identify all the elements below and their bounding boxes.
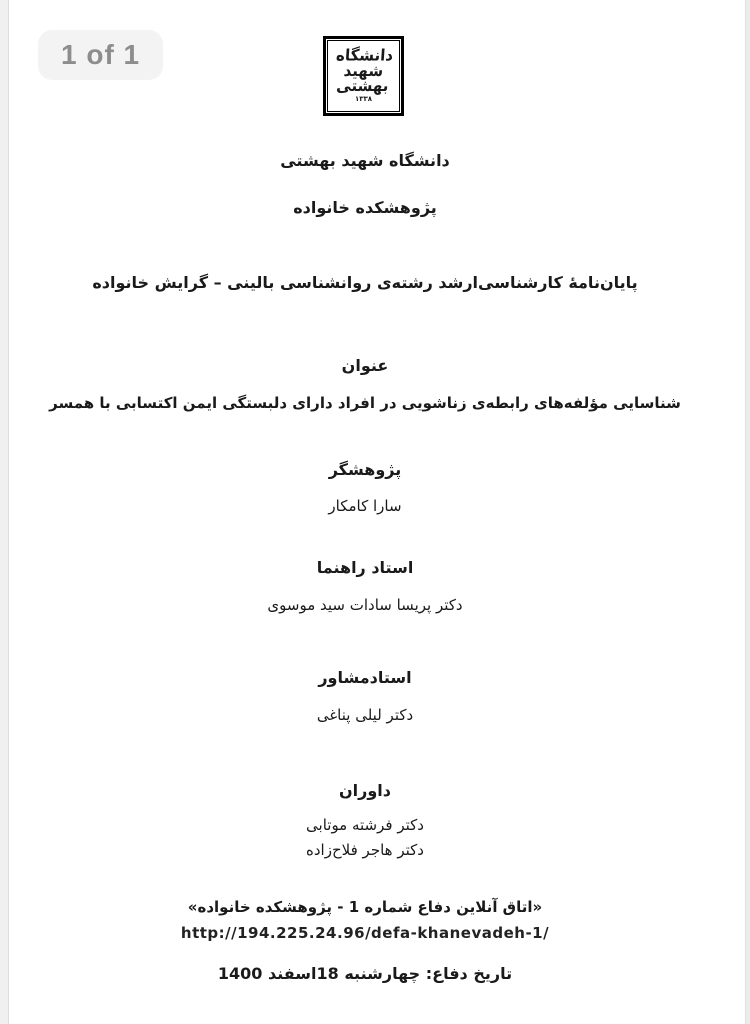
advisor-name: دکتر لیلی پناغی xyxy=(316,706,414,724)
degree-program: پایان‌نامهٔ کارشناسی‌ارشد رشته‌ی روانشناسی بالینی – گرایش خانواده xyxy=(92,273,638,292)
viewer-right-edge xyxy=(745,0,750,1024)
defense-room-url[interactable]: http://194.225.24.96/defa-khanevadeh-1/ xyxy=(180,924,550,942)
logo-word-1: دانشگاه xyxy=(335,46,394,66)
advisor-section-label: استادمشاور xyxy=(318,668,412,687)
thesis-title: شناسایی مؤلفه‌های رابطه‌ی زناشویی در افراد دارای دلبستگی ایمن اکتسابی با همسر xyxy=(49,394,681,412)
page-indicator-badge: 1 of 1 xyxy=(38,30,163,80)
defense-room-name: «اتاق آنلاین دفاع شماره 1 - پژوهشکده خانواده» xyxy=(187,898,543,916)
referees-section-label: داوران xyxy=(339,781,391,800)
logo-word-2: شهید xyxy=(343,61,384,81)
university-logo-calligraphy xyxy=(333,46,394,97)
researcher-section-label: پژوهشگر xyxy=(328,460,402,479)
logo-word-3: بهشتی xyxy=(335,77,390,97)
defense-date: تاریخ دفاع: چهارشنبه 18اسفند 1400 xyxy=(217,964,513,983)
researcher-name: سارا کامکار xyxy=(328,497,402,515)
university-logo xyxy=(323,36,404,116)
supervisor-name: دکتر پریسا سادات سید موسوی xyxy=(267,596,463,614)
logo-founding-year: ۱۳۳۸ xyxy=(354,94,373,103)
university-name: دانشگاه شهید بهشتی xyxy=(280,151,450,170)
viewer-left-edge xyxy=(0,0,9,1024)
referee-name-2: دکتر هاجر فلاح‌زاده xyxy=(306,841,424,859)
referee-name-1: دکتر فرشته موتابی xyxy=(306,816,424,834)
title-section-label: عنوان xyxy=(341,356,389,375)
university-logo-frame xyxy=(327,40,400,112)
institute-name: پژوهشکده خانواده xyxy=(293,198,437,217)
supervisor-section-label: استاد راهنما xyxy=(316,558,414,577)
